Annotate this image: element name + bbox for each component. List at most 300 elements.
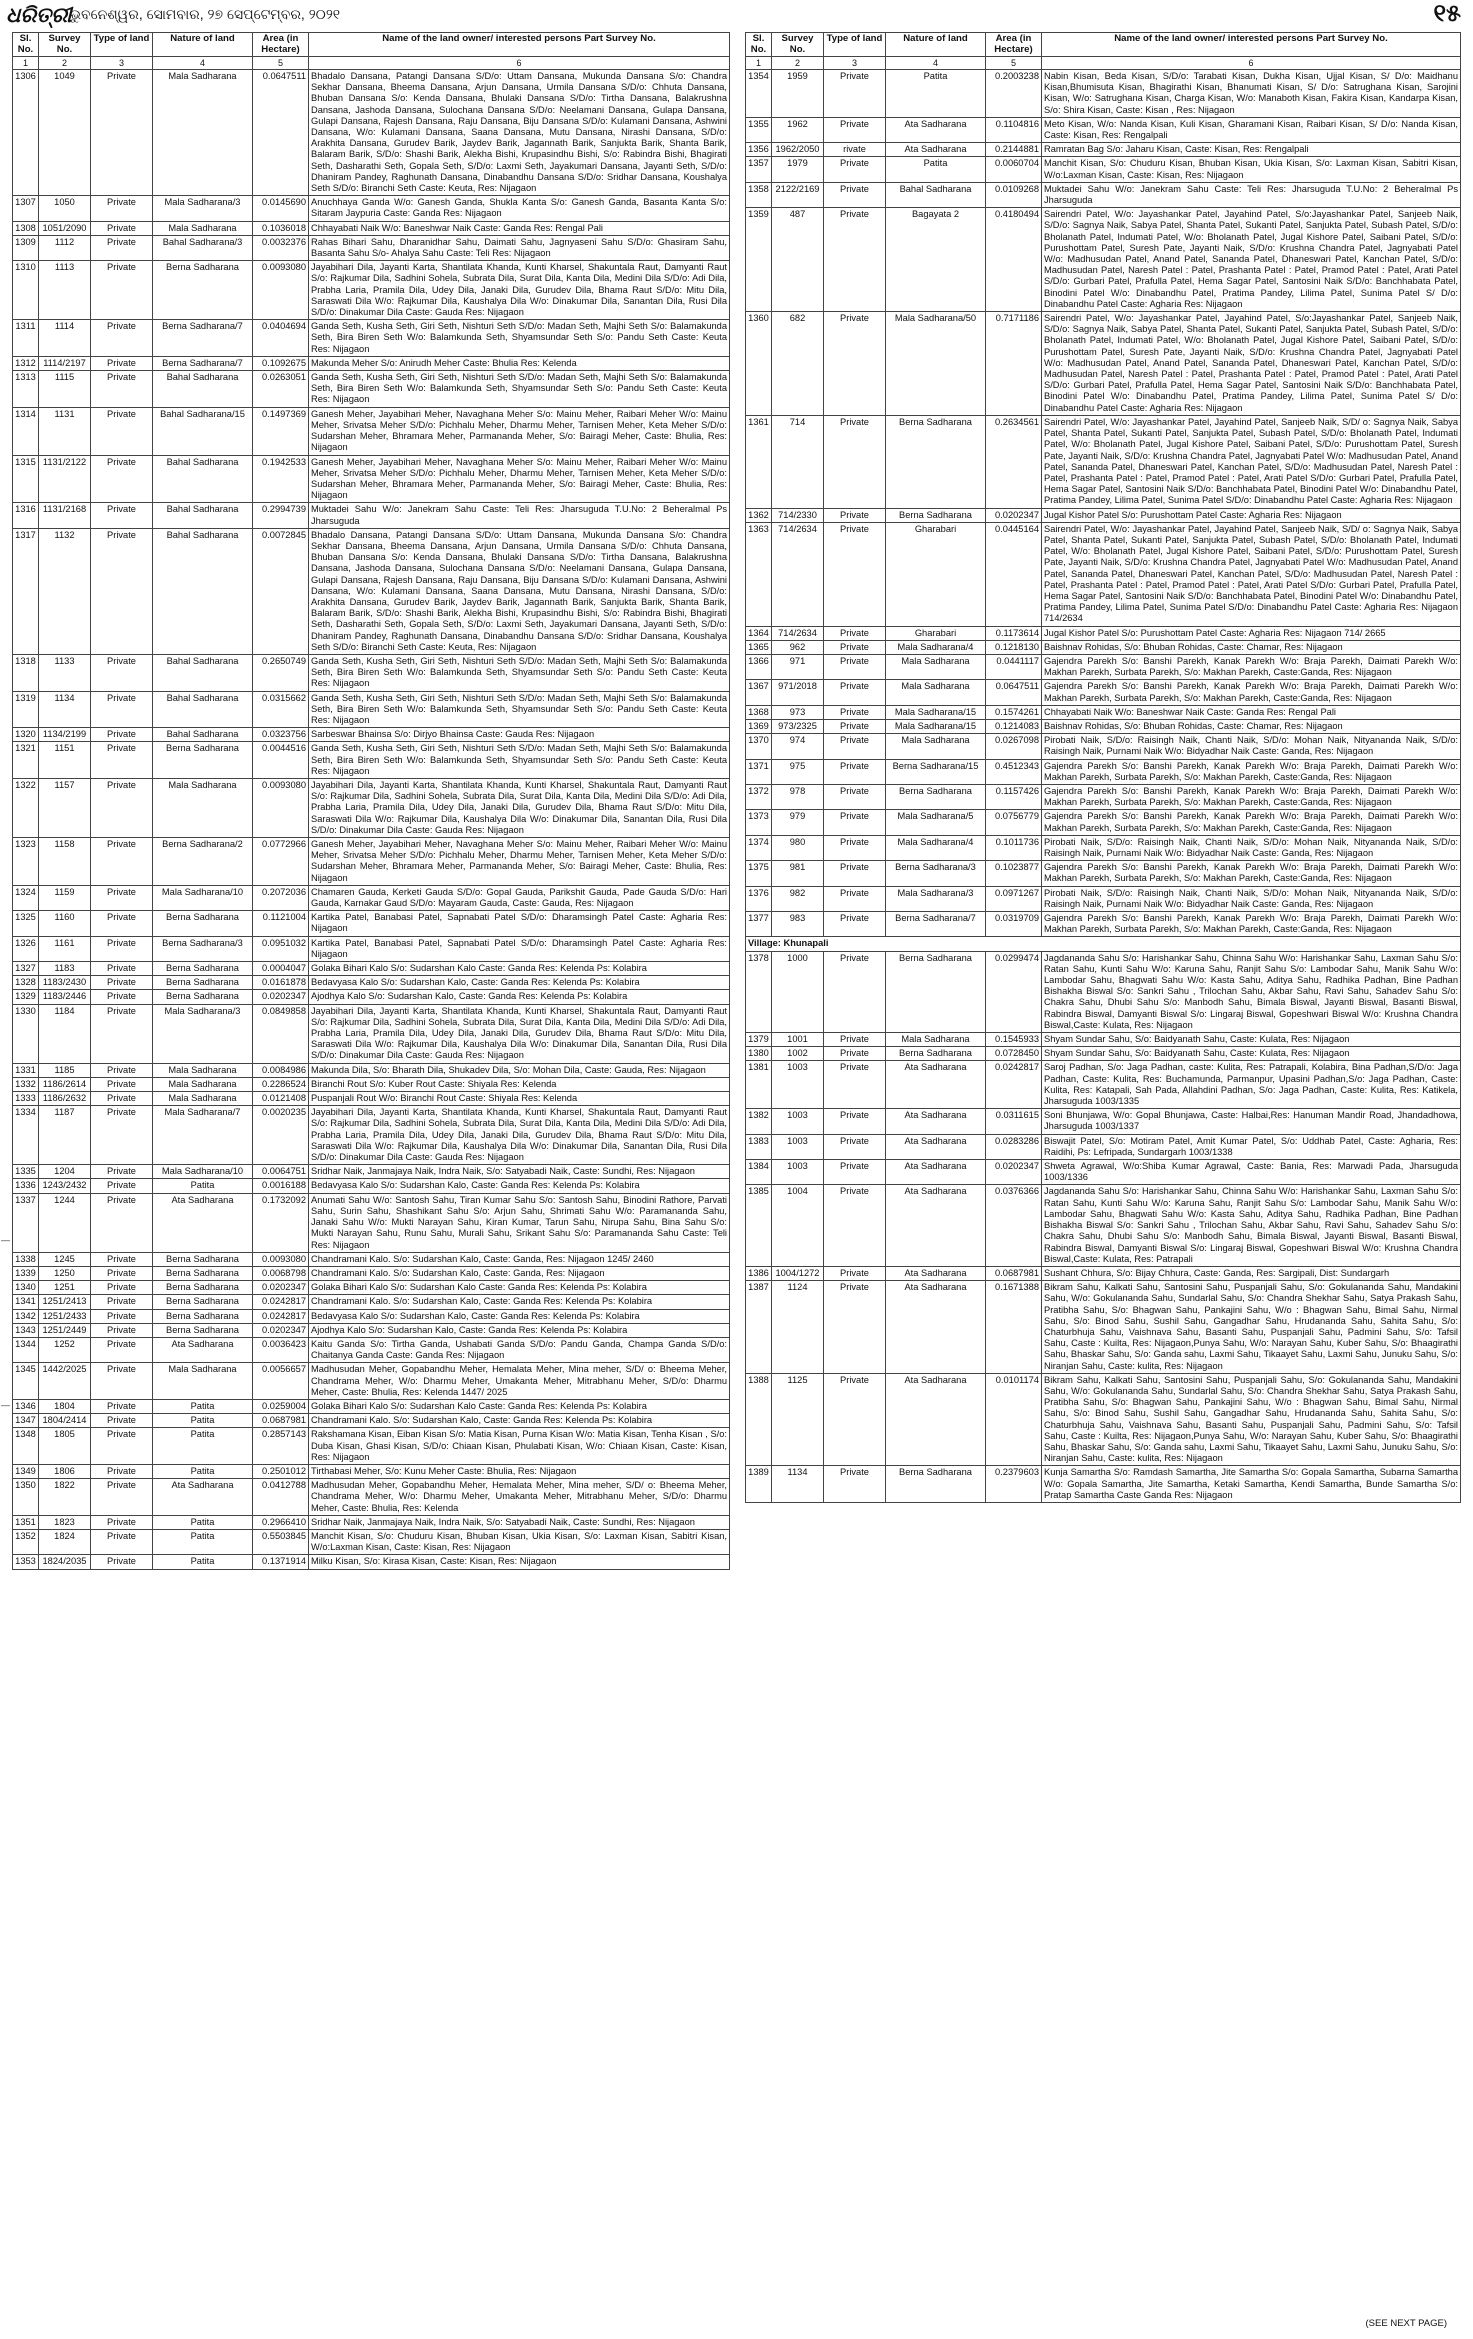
table-row [13, 1004, 730, 1063]
land-nature: Mala Sadharana/3 [153, 1004, 253, 1063]
land-table-right [745, 32, 1461, 1503]
survey-number: 1131 [39, 407, 91, 455]
land-nature: Mala Sadharana [886, 734, 986, 759]
table-row [746, 70, 1461, 118]
land-type: Private [91, 1281, 153, 1295]
area-hectare: 0.0072845 [253, 528, 309, 654]
owner-names: Jugal Kishor Patel S/o: Purushottam Patel Caste: Agharia Res: Nijagaon [1042, 508, 1461, 522]
owner-names: Sairendri Patel, W/o: Jayashankar Patel, Jayahind Patel, S/o:Jayashankar Patel, Sanjeeb Naik, S/D/o: Sagnya Naik, Sabya Patel, Shanta Patel, Sukanti Patel, Sanjukta Patel, Subash Patel, S/D/o: Bholanath Patel, Indumati Patel, W/o: Bholanath Patel, Jugal Kishore Patel, Saibani Patel, S/D/o: Purushottam Patel, Suresh Pate, Jayanti Naik, S/D/o: Krushna Chandra Patel, Jagnyabati Patel W/o: Madhusudan Patel, Anand Patel, Sananda Patel, Dhaneswari Patel, Kanchan Patel, S/D/o: Madhusudan Patel, Naresh Patel : Patel, Prashanta Patel : Patel, Pramod Patel : Patel, Arati Patel S/D/o: Gurbari Patel, Prafulla Patel, Hema Sagar Patel, Santosini Naik S/D/o: Banchhabata Patel, Binodini Patel W/o: Dinabandhu Patel, Pratima Pandey, Lilima Patel, Sunima Patel S/ D/o: Dinabandhu Patel Caste: Agharia Res: Nijagaon [1042, 208, 1461, 312]
owner-names: Gajendra Parekh S/o: Banshi Parekh, Kanak Parekh W/o: Braja Parekh, Daimati Parekh W/o: Makhan Parekh, Surbata Parekh, S/o: Makhan Parekh, Caste:Ganda, Res: Nijagaon [1042, 680, 1461, 705]
land-type: rivate [824, 143, 886, 157]
serial-number: 1353 [13, 1555, 39, 1569]
serial-number: 1321 [13, 742, 39, 779]
area-hectare: 0.4512343 [986, 759, 1042, 784]
serial-number: 1327 [13, 962, 39, 976]
survey-number: 714 [772, 415, 824, 508]
col-number: 4 [153, 57, 253, 70]
land-nature: Gharabari [886, 522, 986, 626]
serial-number: 1313 [13, 371, 39, 408]
owner-names: Soni Bhunjawa, W/o: Gopal Bhunjawa, Caste: Halbai,Res: Hanuman Mandir Road, Jhandadhowa, Jharsuguda 1003/1337 [1042, 1109, 1461, 1134]
land-type: Private [824, 1185, 886, 1266]
serial-number: 1318 [13, 654, 39, 691]
serial-number: 1332 [13, 1077, 39, 1091]
serial-number: 1372 [746, 784, 772, 809]
area-hectare: 0.0849858 [253, 1004, 309, 1063]
table-row [746, 157, 1461, 182]
survey-number: 1185 [39, 1063, 91, 1077]
serial-number: 1349 [13, 1464, 39, 1478]
land-type: Private [824, 1134, 886, 1159]
area-hectare: 0.0687981 [986, 1266, 1042, 1280]
land-nature: Berna Sadharana [886, 951, 986, 1032]
land-nature: Bahal Sadharana/3 [153, 235, 253, 260]
land-type: Private [91, 936, 153, 961]
area-hectare: 0.0376366 [986, 1185, 1042, 1266]
table-row [746, 1109, 1461, 1134]
area-hectare: 0.1732092 [253, 1193, 309, 1252]
area-hectare: 0.0004047 [253, 962, 309, 976]
survey-number: 714/2330 [772, 508, 824, 522]
table-row [13, 1281, 730, 1295]
land-type: Private [91, 1337, 153, 1362]
serial-number: 1381 [746, 1061, 772, 1109]
serial-number: 1352 [13, 1529, 39, 1554]
area-hectare: 0.2994739 [253, 503, 309, 528]
serial-number: 1361 [746, 415, 772, 508]
survey-number: 975 [772, 759, 824, 784]
land-nature: Patita [153, 1529, 253, 1554]
survey-number: 1806 [39, 1464, 91, 1478]
page-number: ୧୫ [1433, 0, 1461, 27]
area-hectare: 0.0093080 [253, 778, 309, 837]
owner-names: Sairendri Patel, W/o: Jayashankar Patel, Jayahind Patel, Sanjeeb Naik, S/D/ o: Sagnya Naik, Sabya Patel, Shanta Patel, Sukanti Patel, Sanjukta Patel, Subash Patel, S/D/o: Bholanath Patel, Indumati Patel, W/o: Bholanath Patel, Jugal Kishore Patel, Saibani Patel, S/D/o: Purushottam Patel, Suresh Pate, Jayanti Naik, S/D/o: Krushna Chandra Patel, Jagnyabati Patel W/o: Madhusudan Patel, Anand Patel, Sananda Patel, Dhaneswari Patel, Kanchan Patel, S/D/o: Madhusudan Patel, Naresh Patel : Patel, Prashanta Patel : Patel, Pramod Patel : Patel, Arati Patel S/D/o: Gurbari Patel, Prafulla Patel, Hema Sagar Patel, Santosini Naik S/D/o: Banchhabata Patel, Binodini Patel W/o: Dinabandhu Patel, Pratima Pandey, Lilima Patel, Sunima Patel S/D/o: Dinabandhu Patel Caste: Agharia Res: Nijagaon [1042, 415, 1461, 508]
owner-names: Bedavyasa Kalo S/o: Sudarshan Kalo, Caste: Ganda Res: Kelenda Ps: Kolabira [309, 976, 730, 990]
owner-names: Bhadalo Dansana, Patangi Dansana S/D/o: Uttam Dansana, Mukunda Dansana S/o: Chandra Sekhar Dansana, Bheema Dansana, Arjun Dansana, Urmila Dansana S/D/o: Chhuta Dansana, Bhuban Dansana S/o: Kenda Dansana, Bhulaki Dansana S/D/o: Tirtha Dansana, Balakrushna Dansana, Jashoda Dansana, Sulochana Dansana S/D/o: Neelamani Dansana, Gulapa Dansana, Gulapi Dansana, Rajesh Dansana, Raju Dansana, Biju Dansana S/D/o: Kulamani Dansana, Ashwini Dansana, W/o: Kulamani Dansana, Saana Dansana, Mutu Dansana, Nirashi Dansana, S/D/o: Arakhita Dansana, Gurudev Barik, Jaydev Barik, Jagannath Barik, Sanjukta Barik, Shanta Barik, Balaram Barik, S/D/o: Shashi Barik, Alekha Bishi, Krupasindhu Bishi, S/o: Rabindra Bishi, Bhagirati Seth, Dasharathi Seth, Gopala Seth, S/D/o: Laxmi Seth, Jayakumari Dansana, Jayanti Seth, S/D/o: Dhaniram Pandey, Raghunath Dansana, Dinabandhu Dansana S/D/o: Sridhar Dansana, Koushalya Seth S/D/o: Biranchi Seth Caste: Keuta, Res: Nijagaon [309, 70, 730, 196]
col-header-sl: Sl. No. [13, 33, 39, 57]
owner-names: Biranchi Rout S/o: Kuber Rout Caste: Shiyala Res: Kelenda [309, 1077, 730, 1091]
area-hectare: 0.0016188 [253, 1179, 309, 1193]
land-type: Private [91, 221, 153, 235]
survey-number: 1183/2430 [39, 976, 91, 990]
survey-number: 1804/2414 [39, 1414, 91, 1428]
serial-number: 1378 [746, 951, 772, 1032]
table-row [746, 415, 1461, 508]
survey-number: 1805 [39, 1428, 91, 1465]
land-type: Private [824, 1281, 886, 1374]
table-row [746, 1373, 1461, 1466]
land-nature: Berna Sadharana [886, 415, 986, 508]
owner-names: Pirobati Naik, S/D/o: Raisingh Naik, Chanti Naik, S/D/o: Mohan Naik, Nityananda Naik, S/D/o: Raisingh Naik, Purnami Naik W/o: Bidyadhar Naik Caste: Ganda, Res: Nijagaon [1042, 886, 1461, 911]
land-nature: Berna Sadharana [153, 1281, 253, 1295]
land-type: Private [824, 1466, 886, 1503]
land-type: Private [91, 1555, 153, 1569]
area-hectare: 0.0202347 [253, 1281, 309, 1295]
serial-number: 1308 [13, 221, 39, 235]
serial-number: 1369 [746, 719, 772, 733]
survey-number: 1151 [39, 742, 91, 779]
land-type: Private [91, 356, 153, 370]
serial-number: 1336 [13, 1179, 39, 1193]
area-hectare: 0.0145690 [253, 196, 309, 221]
survey-number: 1822 [39, 1479, 91, 1516]
land-nature: Berna Sadharana [153, 1295, 253, 1309]
owner-names: Biswajit Patel, S/o: Motiram Patel, Amit Kumar Patel, S/o: Uddhab Patel, Caste: Agharia, Res: Raidihi, Ps: Lefripada, Sundargarh 1003/1338 [1042, 1134, 1461, 1159]
land-nature: Bahal Sadharana [153, 728, 253, 742]
land-type: Private [824, 70, 886, 118]
land-nature: Ata Sadharana [886, 1266, 986, 1280]
survey-number: 1962 [772, 117, 824, 142]
owner-names: Shyam Sundar Sahu, S/o: Baidyanath Sahu, Caste: Kulata, Res: Nijagaon [1042, 1033, 1461, 1047]
area-hectare: 0.0299474 [986, 951, 1042, 1032]
table-row [13, 1323, 730, 1337]
area-hectare: 0.4180494 [986, 208, 1042, 312]
survey-number: 1134 [772, 1466, 824, 1503]
owner-names: Ganda Seth, Kusha Seth, Giri Seth, Nishturi Seth S/D/o: Madan Seth, Majhi Seth S/o: Balamakunda Seth, Bira Biren Seth W/o: Balamkunda Seth, Shyamsundar Seth S/o: Pandu Seth Caste: Keuta Res: Nijagaon [309, 691, 730, 728]
owner-names: Puspanjali Rout W/o: Biranchi Rout Caste: Shiyala Res: Kelenda [309, 1092, 730, 1106]
see-next-page: (SEE NEXT PAGE) [1365, 2318, 1447, 2329]
owner-names: Ganda Seth, Kusha Seth, Giri Seth, Nishturi Seth S/D/o: Madan Seth, Majhi Seth S/o: Balamakunda Seth, Bira Biren Seth W/o: Balamkunda Seth, Shyamsundar Seth S/o: Pandu Seth Caste: Keuta Res: Nijagaon [309, 654, 730, 691]
land-nature: Mala Sadharana/7 [153, 1106, 253, 1165]
owner-names: Sairendri Patel, W/o: Jayashankar Patel, Jayahind Patel, S/o:Jayashankar Patel, Sanjeeb Naik, S/D/o: Sagnya Naik, Sabya Patel, Shanta Patel, Sukanti Patel, Sanjukta Patel, Subash Patel, S/D/o: Bholanath Patel, Indumati Patel, W/o: Bholanath Patel, Jugal Kishore Patel, Saibani Patel, S/D/o: Purushottam Patel, Suresh Pate, Jayanti Naik, S/D/o: Krushna Chandra Patel, Jagnyabati Patel W/o: Madhusudan Patel, Anand Patel, Sananda Patel, Dhaneswari Patel, Kanchan Patel, S/D/o: Madhusudan Patel, Naresh Patel : Patel, Prashanta Patel : Patel, Pramod Patel : Patel, Arati Patel S/D/o: Gurbari Patel, Prafulla Patel, Hema Sagar Patel, Santosini Naik S/D/o: Banchhabata Patel, Binodini Patel W/o: Dinabandhu Patel, Pratima Pandey, Lilima Patel, Sunima Patel S/ D/o: Dinabandhu Patel Caste: Agharia Res: Nijagaon [1042, 312, 1461, 416]
table-row [746, 810, 1461, 835]
owner-names: Manchit Kisan, S/o: Chuduru Kisan, Bhuban Kisan, Ukia Kisan, S/o: Laxman Kisan, Sabitri Kisan, W/o:Laxman Kisan, Caste: Kisan, Res: Nijagaon [1042, 157, 1461, 182]
owner-names: Gajendra Parekh S/o: Banshi Parekh, Kanak Parekh W/o: Braja Parekh, Daimati Parekh W/o: Makhan Parekh, Surbata Parekh, S/o: Makhan Parekh, Caste:Ganda, Res: Nijagaon [1042, 810, 1461, 835]
area-hectare: 0.0032376 [253, 235, 309, 260]
col-number: 3 [91, 57, 153, 70]
area-hectare: 0.2286524 [253, 1077, 309, 1091]
table-row [13, 221, 730, 235]
land-nature: Berna Sadharana [886, 1466, 986, 1503]
table-row [13, 1309, 730, 1323]
serial-number: 1315 [13, 455, 39, 503]
survey-number: 487 [772, 208, 824, 312]
col-header-nature: Nature of land [886, 33, 986, 57]
col-header-survey: Survey No. [39, 33, 91, 57]
serial-number: 1337 [13, 1193, 39, 1252]
serial-number: 1334 [13, 1106, 39, 1165]
owner-names: Shweta Agrawal, W/o:Shiba Kumar Agrawal, Caste: Bania, Res: Marwadi Pada, Jharsuguda 1003/1336 [1042, 1160, 1461, 1185]
land-nature: Mala Sadharana/15 [886, 705, 986, 719]
serial-number: 1328 [13, 976, 39, 990]
land-nature: Ata Sadharana [886, 1160, 986, 1185]
land-type: Private [91, 728, 153, 742]
land-type: Private [824, 861, 886, 886]
survey-number: 1251/2449 [39, 1323, 91, 1337]
land-nature: Ata Sadharana [886, 1281, 986, 1374]
land-type: Private [91, 196, 153, 221]
table-header-row [13, 33, 730, 57]
land-type: Private [824, 415, 886, 508]
land-type: Private [824, 759, 886, 784]
land-type: Private [824, 1160, 886, 1185]
table-row [13, 936, 730, 961]
serial-number: 1344 [13, 1337, 39, 1362]
land-type: Private [91, 455, 153, 503]
survey-number: 962 [772, 640, 824, 654]
owner-names: Jagdananda Sahu S/o: Harishankar Sahu, Chinna Sahu W/o: Harishankar Sahu, Laxman Sahu S/o: Ratan Sahu, Kunti Sahu W/o: Karuna Sahu, Ranjit Sahu S/o: Lambodar Sahu, Manik Sahu W/o: Lambodar Sahu, Bhagwati Sahu W/o: Kasta Sahu, Aditya Sahu, Radhika Padhan, Bine Padhan Bishakha Biswal S/o: Sankri Sahu , Trilochan Sahu, Akbar Sahu, Ravi Sahu, Sahadev Sahu S/o: Chakra Sahu, Dhubi Sahu S/o: Manbodh Sahu, Bimala Biswal, Jayanti Biswal, Basanti Biswal, Rabindra Biswal, Damyanti Biswal S/o: Lingaraj Biswal, Gopeshwari Biswal W/o: Krushna Chandra Biswal,Caste: Kulata, Res: Patrapali [1042, 1185, 1461, 1266]
table-row [13, 1399, 730, 1413]
serial-number: 1351 [13, 1515, 39, 1529]
area-hectare: 0.7171186 [986, 312, 1042, 416]
table-row [13, 503, 730, 528]
area-hectare: 0.0060704 [986, 157, 1042, 182]
owner-names: Bikram Sahu, Kalkati Sahu, Santosini Sahu, Puspanjali Sahu, S/o: Gokulananda Sahu, Mandakini Sahu, W/o: Gokulananda Sahu, Sundarlal Sahu, S/o: Chandra Shekhar Sahu, Satya Prakash Sahu, Pratibha Sahu, S/o: Bhagwan Sahu, Pankajini Sahu, W/o : Bhagwan Sahu, Bimal Sahu, Nirmal Sahu, S/o: Binod Sahu, Sushil Sahu, Gangadhar Sahu, Hrudananda Sahu, Sahita Sahu, S/o: Chaturbhuja Sahu, Vaishnava Sahu, Basanti Sahu, Puspanjali Sahu, Padmini Sahu, S/o: Tafsil Sahu, Caste : Kuilta, Res: Nijagaon,Punya Sahu, W/o: Narayan Sahu, Kuber Sahu, S/o: Bhaagirathi Sahu, Bhaskar Sahu, S/o: Ganda sahu, Laxmi Sahu, Tikaayet Sahu, Laxmi Sahu, Junuku Sahu, S/o: Niranjan Sahu, Caste: kulita, Res: Nijagaon [1042, 1373, 1461, 1466]
col-header-owner: Name of the land owner/ interested persons Part Survey No. [309, 33, 730, 57]
col-header-area: Area (in Hectare) [253, 33, 309, 57]
owner-names: Bedavyasa Kalo S/o: Sudarshan Kalo, Caste: Ganda Res: Kelenda Ps: Kolabira [309, 1309, 730, 1323]
owner-names: Gajendra Parekh S/o: Banshi Parekh, Kanak Parekh W/o: Braja Parekh, Daimati Parekh W/o: Makhan Parekh, Surbata Parekh, S/o: Makhan Parekh, Caste:Ganda, Res: Nijagaon [1042, 912, 1461, 937]
land-type: Private [91, 1515, 153, 1529]
table-row [746, 951, 1461, 1032]
table-row [746, 117, 1461, 142]
serial-number: 1331 [13, 1063, 39, 1077]
land-nature: Berna Sadharana [153, 990, 253, 1004]
owner-names: Ramratan Bag S/o: Jaharu Kisan, Caste: Kisan, Res: Rengalpali [1042, 143, 1461, 157]
owner-names: Anuchhaya Ganda W/o: Ganesh Ganda, Shukla Kanta S/o: Ganesh Ganda, Basanta Kanta S/o: Sitaram Jaypuria Caste: Ganda Res: Nijagaon [309, 196, 730, 221]
area-hectare: 0.0267098 [986, 734, 1042, 759]
survey-number: 1160 [39, 911, 91, 936]
serial-number: 1371 [746, 759, 772, 784]
land-nature: Berna Sadharana [153, 1252, 253, 1266]
table-row [13, 1363, 730, 1400]
survey-number: 1049 [39, 70, 91, 196]
area-hectare: 0.1574261 [986, 705, 1042, 719]
table-row [13, 407, 730, 455]
survey-number: 1124 [772, 1281, 824, 1374]
area-hectare: 0.1092675 [253, 356, 309, 370]
right-table-body-2 [746, 951, 1461, 1502]
serial-number: 1379 [746, 1033, 772, 1047]
land-nature: Patita [153, 1515, 253, 1529]
area-hectare: 0.2379603 [986, 1466, 1042, 1503]
owner-names: Chamaren Gauda, Kerketi Gauda S/D/o: Gopal Gauda, Parikshit Gauda, Pade Gauda S/D/o: Hari Gauda, Karnakar Gaud S/D/o: Mayaram Gauda, Caste: Gauda, Res: Nijagaon [309, 885, 730, 910]
serial-number: 1324 [13, 885, 39, 910]
table-row [746, 1061, 1461, 1109]
area-hectare: 0.0283286 [986, 1134, 1042, 1159]
serial-number: 1314 [13, 407, 39, 455]
survey-number: 1004 [772, 1185, 824, 1266]
land-type: Private [824, 1373, 886, 1466]
survey-number: 1132 [39, 528, 91, 654]
table-row [746, 912, 1461, 937]
land-type: Private [91, 528, 153, 654]
table-row [746, 1134, 1461, 1159]
land-type: Private [91, 1063, 153, 1077]
survey-number: 1824 [39, 1529, 91, 1554]
area-hectare: 0.0441117 [986, 654, 1042, 679]
survey-number: 1003 [772, 1134, 824, 1159]
area-hectare: 0.0202347 [986, 508, 1042, 522]
land-type: Private [91, 691, 153, 728]
serial-number: 1322 [13, 778, 39, 837]
table-row [13, 976, 730, 990]
col-header-owner: Name of the land owner/ interested persons Part Survey No. [1042, 33, 1461, 57]
land-type: Private [824, 680, 886, 705]
serial-number: 1363 [746, 522, 772, 626]
serial-number: 1330 [13, 1004, 39, 1063]
survey-number: 714/2634 [772, 626, 824, 640]
col-number: 1 [746, 57, 772, 70]
village-label: Village: Khunapali [746, 937, 1461, 951]
owner-names: Chhayabati Naik W/o: Baneshwar Naik Caste: Ganda Res: Rengal Pali [309, 221, 730, 235]
owner-names: Sairendri Patel, W/o: Jayashankar Patel, Jayahind Patel, Sanjeeb Naik, S/D/ o: Sagnya Naik, Sabya Patel, Shanta Patel, Sukanti Patel, Sanjukta Patel, Subash Patel, S/D/o: Bholanath Patel, Indumati Patel, W/o: Bholanath Patel, Jugal Kishore Patel, Saibani Patel, S/D/o: Purushottam Patel, Suresh Pate, Jayanti Naik, S/D/o: Krushna Chandra Patel, Jagnyabati Patel W/o: Madhusudan Patel, Anand Patel, Sananda Patel, Dhaneswari Patel, Kanchan Patel, S/D/o: Madhusudan Patel, Naresh Patel : Patel, Prashanta Patel : Patel, Pramod Patel : Patel, Arati Patel S/D/o: Gurbari Patel, Prafulla Patel, Hema Sagar Patel, Santosini Naik S/D/o: Banchhabata Patel, Binodini Patel W/o: Dinabandhu Patel, Pratima Pandey, Lilima Patel, Sunima Patel S/D/o: Dinabandhu Patel Caste: Agharia Res: Nijagaon 714/2634 [1042, 522, 1461, 626]
survey-number: 1050 [39, 196, 91, 221]
land-type: Private [91, 1179, 153, 1193]
survey-number: 1004/1272 [772, 1266, 824, 1280]
table-row [13, 1063, 730, 1077]
table-row [13, 911, 730, 936]
owner-names: Gajendra Parekh S/o: Banshi Parekh, Kanak Parekh W/o: Braja Parekh, Daimati Parekh W/o: Makhan Parekh, Surbata Parekh, S/o: Makhan Parekh, Caste:Ganda, Res: Nijagaon [1042, 759, 1461, 784]
table-row [13, 691, 730, 728]
land-nature: Berna Sadharana [886, 508, 986, 522]
serial-number: 1373 [746, 810, 772, 835]
serial-number: 1356 [746, 143, 772, 157]
land-nature: Ata Sadharana [153, 1193, 253, 1252]
land-type: Private [824, 912, 886, 937]
owner-names: Sridhar Naik, Janmajaya Naik, Indra Naik, S/o: Satyabadi Naik, Caste: Sundhi, Res: Nijagaon [309, 1165, 730, 1179]
area-hectare: 0.1545933 [986, 1033, 1042, 1047]
owner-names: Madhusudan Meher, Gopabandhu Meher, Hemalata Meher, Mina meher, S/D/ o: Bheema Meher, Chandrama Meher, W/o: Dharmu Meher, Umakanta Meher, Mitrabhanu Meher, S/D/o: Dharmu Meher, Caste: Bhulia, Res: Kelenda 1447/ 2025 [309, 1363, 730, 1400]
survey-number: 1251 [39, 1281, 91, 1295]
land-nature: Bahal Sadharana [886, 182, 986, 207]
land-type: Private [824, 835, 886, 860]
owner-names: Ganesh Meher, Jayabihari Meher, Navaghana Meher S/o: Mainu Meher, Raibari Meher W/o: Mainu Meher, Srivatsa Meher S/D/o: Pichhalu Meher, Dharmu Meher, Tarnisen Meher, Keta Meher S/D/o: Sudarshan Meher, Bhramara Meher, Parmananda Meher, S/o: Bairagi Meher, Caste: Bhulia, Res: Nijagaon [309, 838, 730, 886]
owner-names: Anumati Sahu W/o: Santosh Sahu, Tiran Kumar Sahu S/o: Santosh Sahu, Binodini Rathore, Parvati Sahu, Surin Sahu, Shashikant Sahu S/o: Arjun Sahu, Shrimati Sahu W/o: Paramananda Sahu, Janaki Sahu W/o: Mukti Narayan Sahu, Kiran Kumar, Tarun Sahu, Nirupa Sahu, Bina Sahu S/o: Mukti Narayan Sahu, Runu Sahu, Murali Sahu, Srikant Sahu S/o: Paramananda Sahu Caste: Teli Res: Nijagaon [309, 1193, 730, 1252]
area-hectare: 0.0971267 [986, 886, 1042, 911]
area-hectare: 0.0242817 [986, 1061, 1042, 1109]
land-nature: Bahal Sadharana [153, 654, 253, 691]
table-row [13, 1295, 730, 1309]
table-row [746, 1185, 1461, 1266]
land-nature: Mala Sadharana/3 [886, 886, 986, 911]
area-hectare: 0.2003238 [986, 70, 1042, 118]
table-row [13, 1555, 730, 1569]
owner-names: Ajodhya Kalo S/o: Sudarshan Kalo, Caste: Ganda Res: Kelenda Ps: Kolabira [309, 990, 730, 1004]
table-row [13, 1266, 730, 1280]
area-hectare: 0.1036018 [253, 221, 309, 235]
serial-number: 1358 [746, 182, 772, 207]
table-row [746, 784, 1461, 809]
land-type: Private [824, 522, 886, 626]
serial-number: 1389 [746, 1466, 772, 1503]
area-hectare: 0.0161878 [253, 976, 309, 990]
owner-names: Gajendra Parekh S/o: Banshi Parekh, Kanak Parekh W/o: Braja Parekh, Daimati Parekh W/o: Makhan Parekh, Surbata Parekh, S/o: Makhan Parekh, Caste:Ganda, Res: Nijagaon [1042, 654, 1461, 679]
survey-number: 714/2634 [772, 522, 824, 626]
serial-number: 1316 [13, 503, 39, 528]
land-nature: Mala Sadharana/4 [886, 640, 986, 654]
survey-number: 1131/2168 [39, 503, 91, 528]
serial-number: 1317 [13, 528, 39, 654]
table-row [13, 455, 730, 503]
land-nature: Bahal Sadharana [153, 455, 253, 503]
land-nature: Mala Sadharana [153, 221, 253, 235]
land-type: Private [91, 235, 153, 260]
survey-number: 1157 [39, 778, 91, 837]
table-row [746, 508, 1461, 522]
survey-number: 1252 [39, 1337, 91, 1362]
owner-names: Saroj Padhan, S/o: Jaga Padhan, caste: Kulita, Res: Patrapali, Kolabira, Bina Padhan,S/D/o: Jaga Padhan, Caste: Kulita, Res: Buchamunda, Parmanpur, Upasini Padhan,S/o: Jaga Padhan, Caste: Kulita, Res: Katapali, Sah Pada, Allahdini Padhan, S/o: Jaga Padhan, Caste: Kulita, Res: Katikela, Jharsuguda 1003/1335 [1042, 1061, 1461, 1109]
land-type: Private [91, 1428, 153, 1465]
survey-number: 1183 [39, 962, 91, 976]
survey-number: 1112 [39, 235, 91, 260]
owner-names: Ganda Seth, Kusha Seth, Giri Seth, Nishturi Seth S/D/o: Madan Seth, Majhi Seth S/o: Balamakunda Seth, Bira Biren Seth W/o: Balamkunda Seth, Shyamsundar Seth S/o: Pandu Seth Caste: Keuta Res: Nijagaon [309, 742, 730, 779]
owner-names: Pirobati Naik, S/D/o: Raisingh Naik, Chanti Naik, S/D/o: Mohan Naik, Nityananda Naik, S/D/o: Raisingh Naik, Purnami Naik W/o: Bidyadhar Naik Caste: Ganda, Res: Nijagaon [1042, 734, 1461, 759]
land-nature: Bagayata 2 [886, 208, 986, 312]
table-row [13, 1515, 730, 1529]
table-row [746, 705, 1461, 719]
survey-number: 1114 [39, 320, 91, 357]
land-type: Private [91, 1529, 153, 1554]
serial-number: 1387 [746, 1281, 772, 1374]
area-hectare: 0.1371914 [253, 1555, 309, 1569]
col-number: 3 [824, 57, 886, 70]
table-row [13, 1337, 730, 1362]
survey-number: 1250 [39, 1266, 91, 1280]
survey-number: 973 [772, 705, 824, 719]
table-row [746, 1466, 1461, 1503]
area-hectare: 0.0068798 [253, 1266, 309, 1280]
land-nature: Ata Sadharana [886, 1185, 986, 1266]
area-hectare: 0.0687981 [253, 1414, 309, 1428]
area-hectare: 0.0263051 [253, 371, 309, 408]
serial-number: 1388 [746, 1373, 772, 1466]
table-row [13, 1193, 730, 1252]
serial-number: 1347 [13, 1414, 39, 1428]
land-nature: Bahal Sadharana [153, 528, 253, 654]
owner-names: Jayabihari Dila, Jayanti Karta, Shantilata Khanda, Kunti Kharsel, Shakuntala Raut, Damyanti Raut S/o: Rajkumar Dila, Sadhini Sohela, Subrata Dila, Surat Dila, Kanta Dila, Medini Dila S/D/o: Adi Dila, Prabha Laria, Pramila Dila, Udey Dila, Janaki Dila, Gurudev Dila, Bhama Raut S/D/o: Mitu Dila, Saraswati Dila W/o: Rajkumar Dila, Kaushalya Dila W/o: Dinakumar Dila, Sanantan Dila, Rusi Dila S/D/o: Dinakumar Dila Caste: Gauda Res: Nijagaon [309, 1106, 730, 1165]
survey-number: 1003 [772, 1061, 824, 1109]
area-hectare: 0.0093080 [253, 261, 309, 320]
area-hectare: 0.1671388 [986, 1281, 1042, 1374]
table-row [13, 742, 730, 779]
survey-number: 974 [772, 734, 824, 759]
survey-number: 980 [772, 835, 824, 860]
table-row [13, 1252, 730, 1266]
land-type: Private [91, 1004, 153, 1063]
owner-names: Kunja Samartha S/o: Ramdash Samartha, Jite Samartha S/o: Gopala Samartha, Subarna Samartha W/o: Gopala Samartha, Jite Samartha, Ketaki Samartha, Kendi Samartha, Bunde Samartha S/o: Pratap Samartha Caste Ganda Res: Nijagaon [1042, 1466, 1461, 1503]
owner-names: Chhayabati Naik W/o: Baneshwar Naik Caste: Ganda Res: Rengal Pali [1042, 705, 1461, 719]
serial-number: 1354 [746, 70, 772, 118]
serial-number: 1359 [746, 208, 772, 312]
col-header-type: Type of land [824, 33, 886, 57]
land-nature: Bahal Sadharana [153, 371, 253, 408]
survey-number: 2122/2169 [772, 182, 824, 207]
left-column [12, 32, 730, 1570]
column-number-row [13, 57, 730, 70]
owner-names: Ganesh Meher, Jayabihari Meher, Navaghana Meher S/o: Mainu Meher, Raibari Meher W/o: Mainu Meher, Srivatsa Meher S/D/o: Pichhalu Meher, Dharmu Meher, Tarnisen Meher, Keta Meher S/D/o: Sudarshan Meher, Bhramara Meher, Parmananda Meher, S/o: Bairagi Meher, Caste: Bhulia, Res: Nijagaon [309, 455, 730, 503]
serial-number: 1375 [746, 861, 772, 886]
land-type: Private [824, 1061, 886, 1109]
land-nature: Berna Sadharana [153, 911, 253, 936]
survey-number: 1244 [39, 1193, 91, 1252]
serial-number: 1312 [13, 356, 39, 370]
land-nature: Berna Sadharana/7 [153, 356, 253, 370]
owner-names: Chandramani Kalo. S/o: Sudarshan Kalo, Caste: Ganda, Res: Nijagaon 1245/ 2460 [309, 1252, 730, 1266]
land-type: Private [91, 70, 153, 196]
survey-number: 1824/2035 [39, 1555, 91, 1569]
land-type: Private [824, 312, 886, 416]
land-nature: Mala Sadharana [153, 1077, 253, 1091]
newspaper-logo: ଧରିତ୍ରୀ [6, 2, 72, 27]
serial-number: 1306 [13, 70, 39, 196]
land-nature: Ata Sadharana [886, 117, 986, 142]
land-type: Private [824, 784, 886, 809]
serial-number: 1376 [746, 886, 772, 911]
serial-number: 1307 [13, 196, 39, 221]
land-nature: Berna Sadharana [153, 1309, 253, 1323]
table-row [13, 1529, 730, 1554]
land-nature: Berna Sadharana [153, 1266, 253, 1280]
